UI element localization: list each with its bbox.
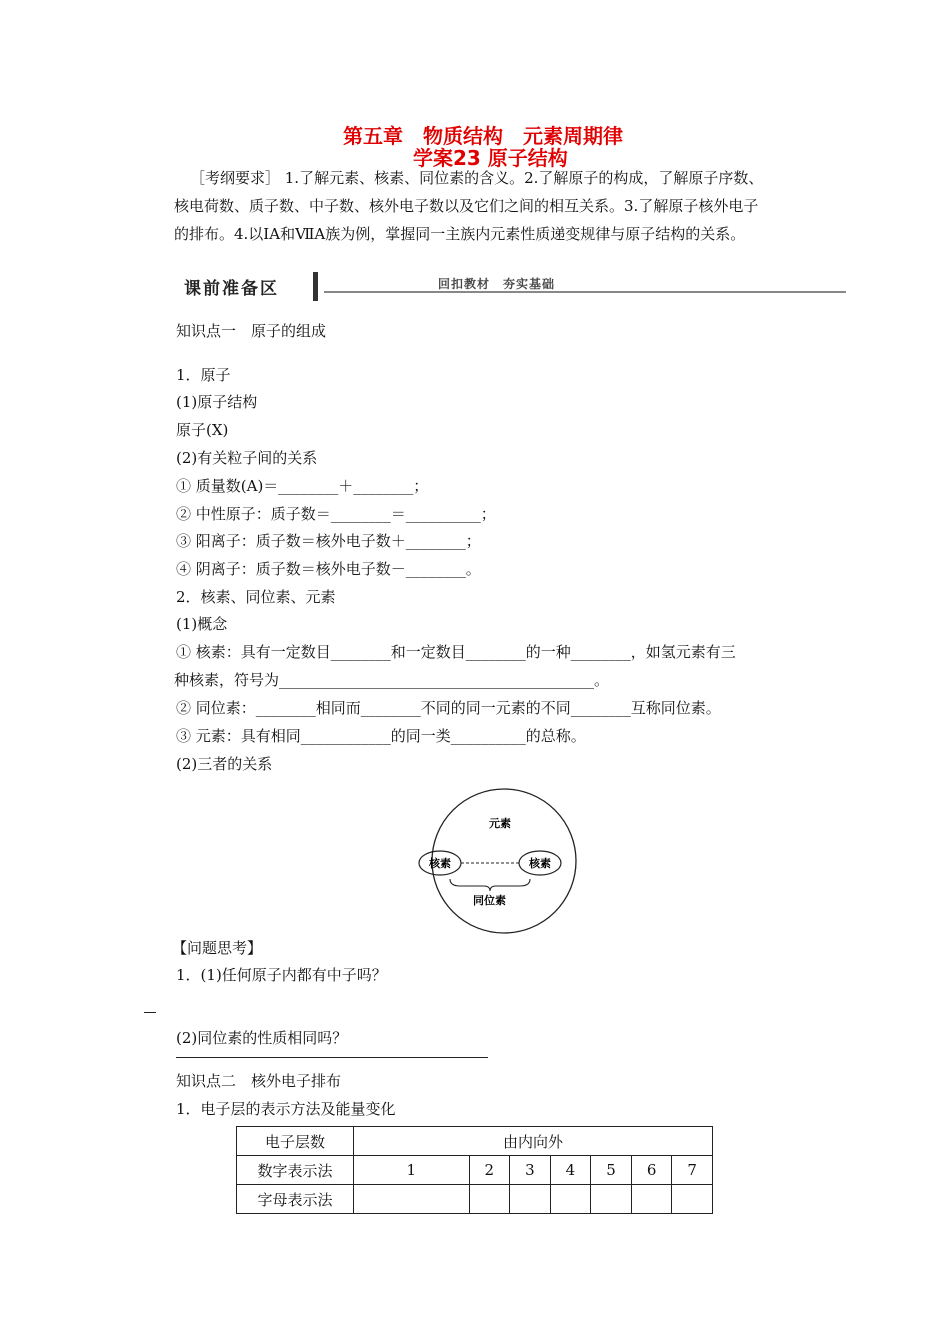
shell-number: 3 bbox=[510, 1156, 551, 1185]
concept-nuclide-line1: ① 核素：具有一定数目________和一定数目________的一种________，如氢元素有三 bbox=[176, 643, 736, 661]
table-row bbox=[237, 1156, 713, 1185]
shell-number: 1 bbox=[354, 1156, 470, 1185]
shell-number: 2 bbox=[469, 1156, 510, 1185]
sub-particle-relation: (2)有关粒子间的关系 bbox=[176, 449, 318, 467]
concept-element: ③ 元素：具有相同____________的同一类__________的总称。 bbox=[176, 727, 586, 745]
row-label-shell-count: 电子层数 bbox=[237, 1127, 354, 1156]
shell-number: 7 bbox=[672, 1156, 713, 1185]
sub-concept: (1)概念 bbox=[176, 615, 228, 633]
section-banner bbox=[176, 272, 846, 304]
shell-number: 6 bbox=[631, 1156, 672, 1185]
electron-shell-table bbox=[236, 1126, 713, 1214]
atom-label: 原子(X) bbox=[176, 421, 229, 439]
letter-cell[interactable] bbox=[354, 1185, 470, 1214]
diagram-isotope-label: 同位素 bbox=[473, 894, 506, 907]
table-row bbox=[237, 1185, 713, 1214]
banner-rule bbox=[324, 291, 846, 293]
letter-cell[interactable] bbox=[550, 1185, 591, 1214]
diagram-element-label: 元素 bbox=[489, 817, 511, 830]
item-nuclide-isotope-element: 2．核素、同位素、元素 bbox=[176, 588, 336, 606]
row-label-number-notation: 数字表示法 bbox=[237, 1156, 354, 1185]
concept-isotope: ② 同位素：________相同而________不同的同一元素的不同________互称同位素。 bbox=[176, 699, 721, 717]
diagram-nuclide-right: 核素 bbox=[529, 857, 551, 870]
syllabus-line-3: 的排布。4.以ⅠA和ⅦA族为例，掌握同一主族内元素性质递变规律与原子结构的关系。 bbox=[174, 225, 746, 243]
item-electron-shell: 1．电子层的表示方法及能量变化 bbox=[176, 1100, 396, 1118]
relation-neutral-atom: ② 中性原子：质子数＝________＝__________； bbox=[176, 505, 496, 523]
shell-number: 4 bbox=[550, 1156, 591, 1185]
row-label-letter-notation: 字母表示法 bbox=[237, 1185, 354, 1214]
section1-heading: 知识点一 原子的组成 bbox=[176, 322, 327, 340]
shell-direction: 由内向外 bbox=[354, 1127, 713, 1156]
letter-cell[interactable] bbox=[469, 1185, 510, 1214]
question-1: 1．(1)任何原子内都有中子吗？ bbox=[176, 966, 387, 984]
letter-cell[interactable] bbox=[672, 1185, 713, 1214]
relation-cation: ③ 阳离子：质子数＝核外电子数＋________； bbox=[176, 532, 481, 550]
letter-cell[interactable] bbox=[591, 1185, 632, 1214]
item-atom: 1．原子 bbox=[176, 366, 231, 384]
sub-atom-structure: (1)原子结构 bbox=[176, 393, 258, 411]
relation-mass-number: ① 质量数(A)＝________＋________； bbox=[176, 477, 429, 495]
letter-cell[interactable] bbox=[631, 1185, 672, 1214]
relationship-diagram bbox=[414, 787, 594, 935]
question-2: (2)同位素的性质相同吗？ bbox=[176, 1029, 348, 1047]
diagram-nuclide-left: 核素 bbox=[429, 857, 451, 870]
section2-heading: 知识点二 核外电子排布 bbox=[176, 1072, 342, 1090]
table-row bbox=[237, 1127, 713, 1156]
isotope-brace bbox=[450, 879, 530, 891]
relation-anion: ④ 阴离子：质子数＝核外电子数－________。 bbox=[176, 560, 481, 578]
syllabus-line-1: ［考纲要求］ 1.了解元素、核素、同位素的含义。2.了解原子的构成，了解原子序数、 bbox=[190, 169, 764, 187]
answer-mark-1 bbox=[144, 1012, 156, 1013]
banner-divider bbox=[313, 272, 318, 301]
syllabus-line-2: 核电荷数、质子数、中子数、核外电子数以及它们之间的相互关系。3.了解原子核外电子 bbox=[174, 197, 759, 215]
banner-subtitle: 回扣教材 夯实基础 bbox=[438, 277, 556, 291]
questions-heading: 【问题思考】 bbox=[172, 939, 263, 957]
element-circle bbox=[432, 789, 576, 933]
answer-line-2[interactable] bbox=[176, 1057, 488, 1058]
letter-cell[interactable] bbox=[510, 1185, 551, 1214]
chapter-title: 第五章 物质结构 元素周期律 bbox=[343, 124, 623, 148]
lesson-title: 学案23 原子结构 bbox=[413, 146, 568, 170]
concept-nuclide-line2: 种核素，符号为__________________________________________。 bbox=[174, 671, 610, 689]
shell-number: 5 bbox=[591, 1156, 632, 1185]
sub-relationship: (2)三者的关系 bbox=[176, 755, 273, 773]
banner-title: 课前准备区 bbox=[184, 279, 279, 299]
